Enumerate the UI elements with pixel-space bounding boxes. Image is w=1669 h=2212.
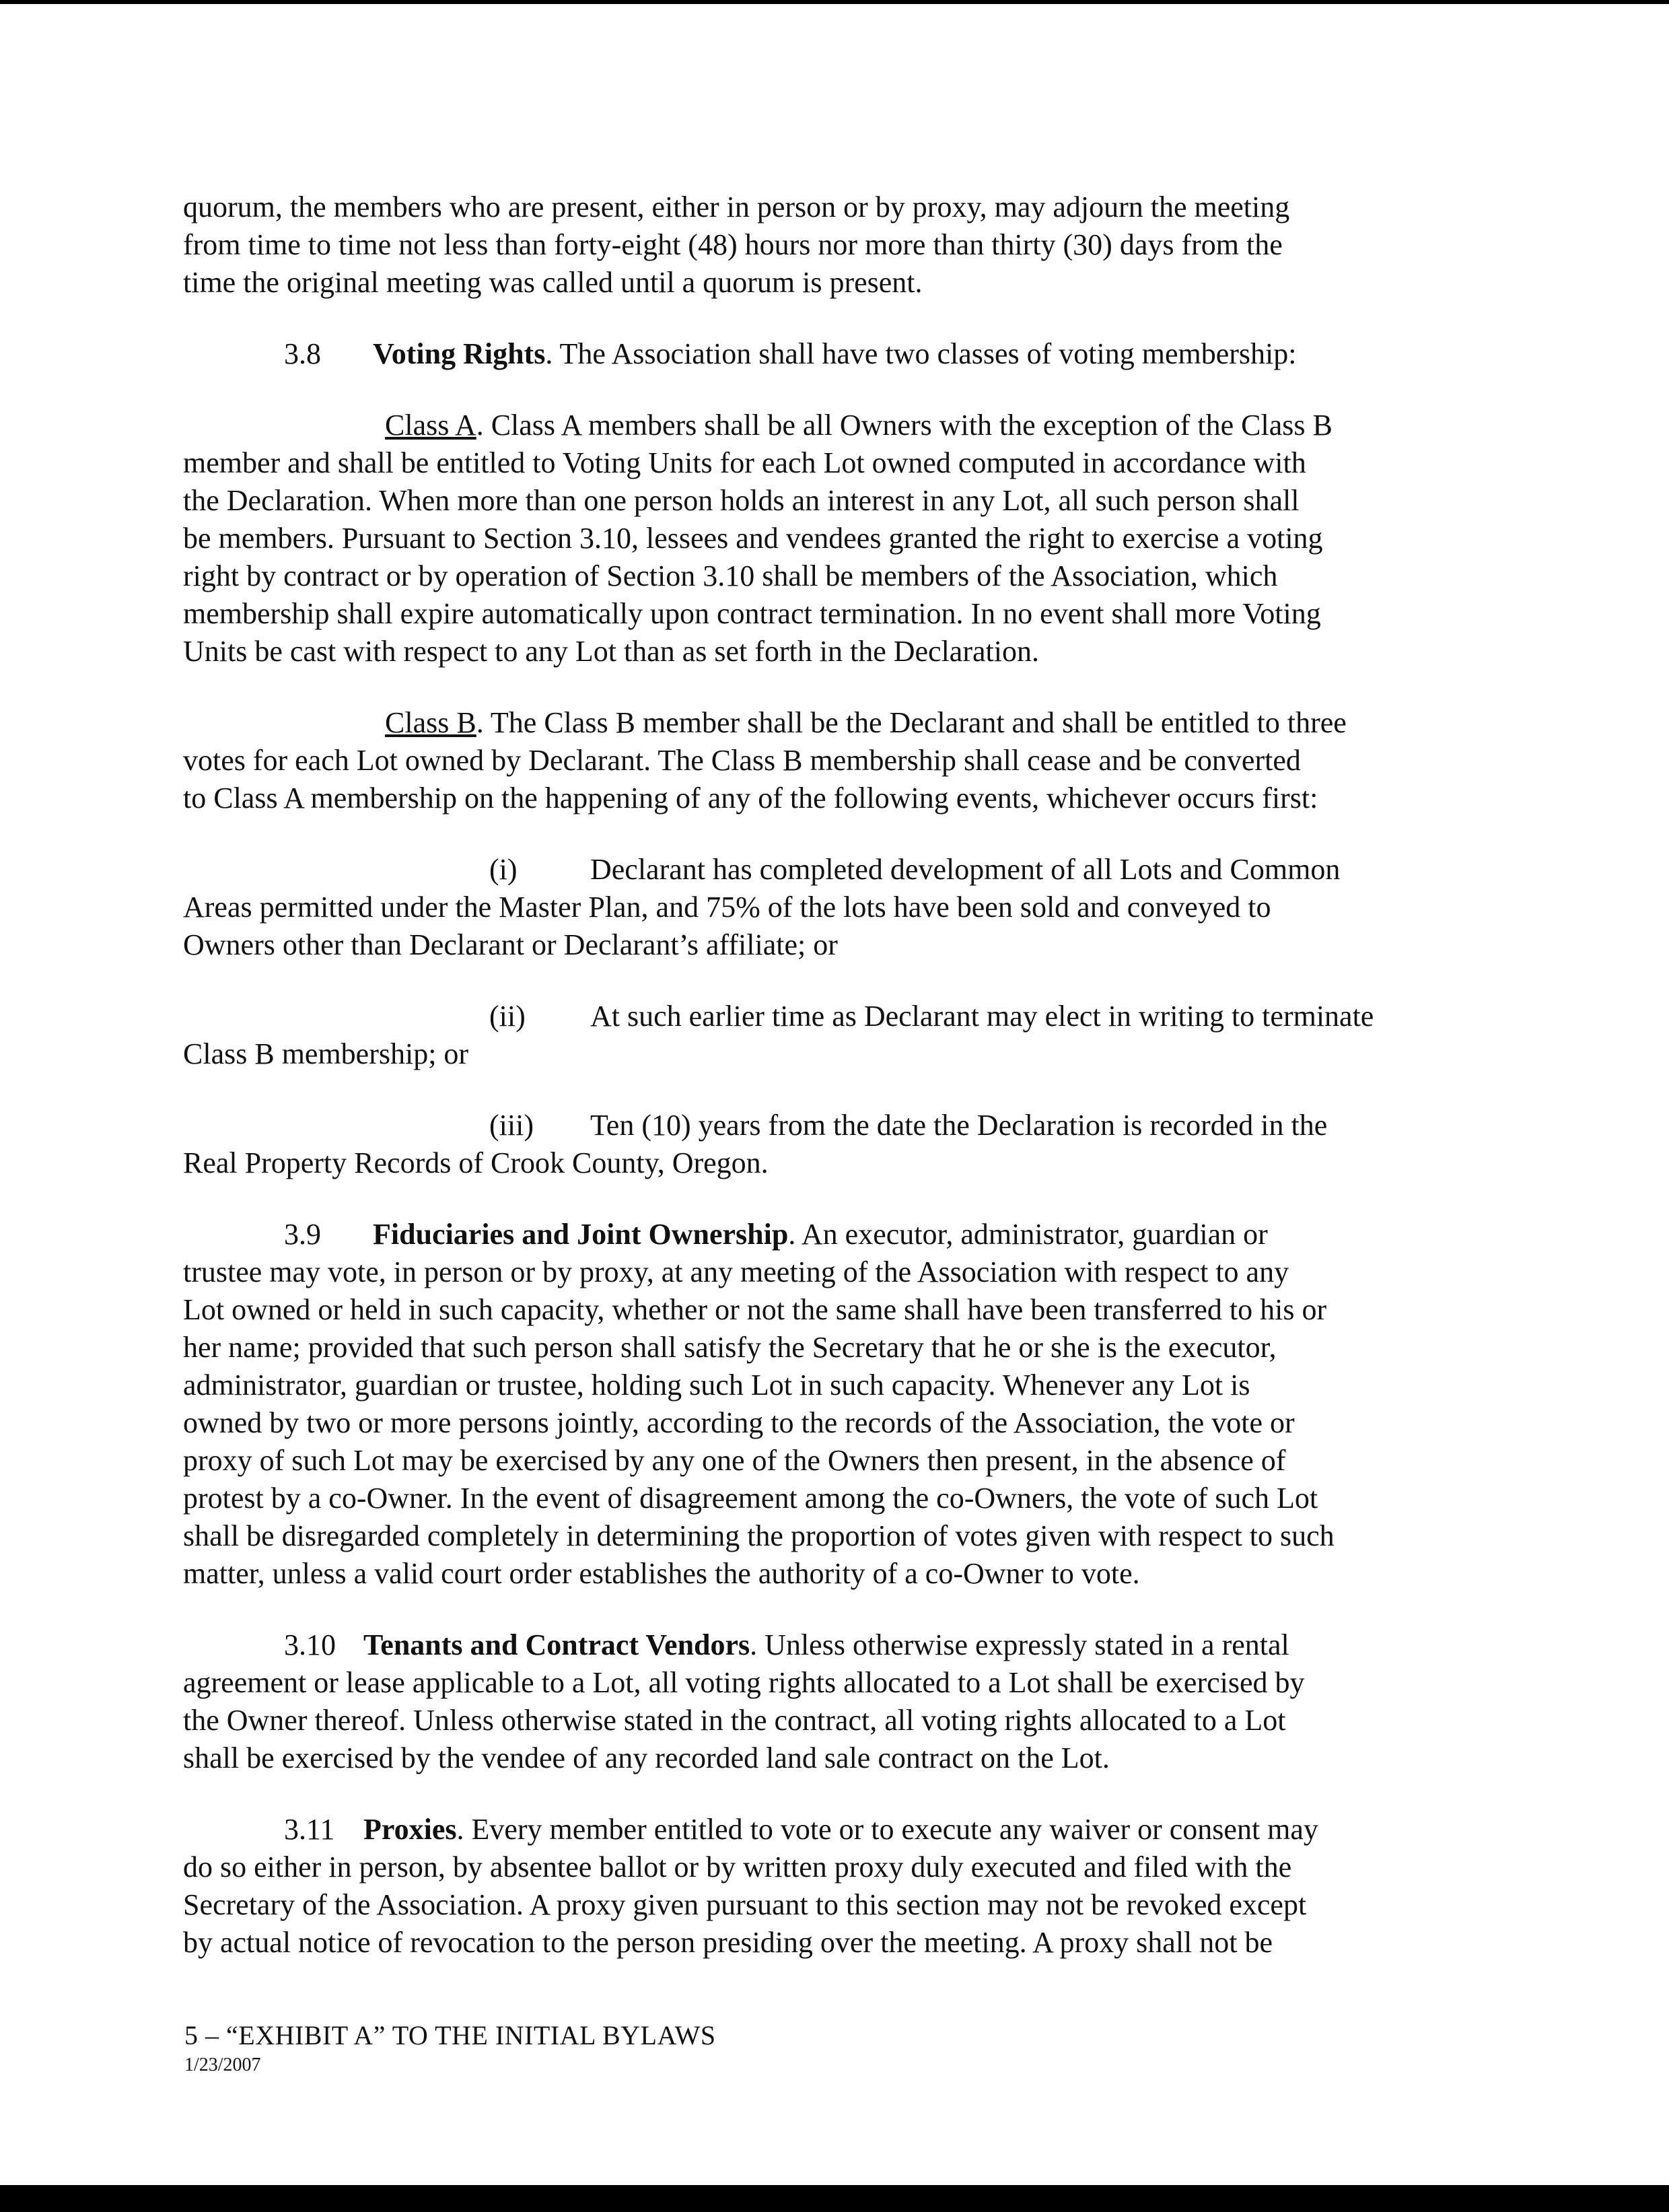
section-heading: Voting Rights [373,337,546,370]
item-first-line: Ten (10) years from the date the Declaration is recorded in the [590,1109,1328,1142]
class-a-line: Units be cast with respect to any Lot than as set forth in the Declaration. [183,635,1039,668]
section-line: Lot owned or held in such capacity, whether or not the same shall have been transferred to his or [183,1293,1327,1326]
section-first-line: . Unless otherwise expressly stated in a rental [750,1628,1289,1661]
section-line: agreement or lease applicable to a Lot, all voting rights allocated to a Lot shall be exercised by [183,1666,1305,1699]
class-a-line: right by contract or by operation of Section 3.10 shall be members of the Association, which [183,559,1278,592]
section-3-10 [183,1626,1502,1777]
footer-date: 1/23/2007 [184,2054,261,2075]
item-line: Owners other than Declarant or Declarant’s affiliate; or [183,928,838,961]
item-line: Areas permitted under the Master Plan, and 75% of the lots have been sold and conveyed to [183,891,1271,924]
list-item-iii [183,1107,1502,1182]
bottom-scan-border [0,2185,1669,2212]
section-heading: Proxies [363,1813,457,1846]
class-b-label: Class B [385,706,476,739]
section-line: matter, unless a valid court order establishes the authority of a co-Owner to vote. [183,1557,1140,1590]
intro-paragraph [183,188,1502,302]
section-line: her name; provided that such person shall satisfy the Secretary that he or she is the executor, [183,1331,1277,1364]
class-a-line: be members. Pursuant to Section 3.10, lessees and vendees granted the right to exercise a voting [183,522,1323,555]
section-line: trustee may vote, in person or by proxy, at any meeting of the Association with respect to any [183,1255,1289,1288]
section-heading: Fiduciaries and Joint Ownership [373,1218,789,1251]
item-first-line: At such earlier time as Declarant may elect in writing to terminate [590,1000,1374,1033]
section-line: administrator, guardian or trustee, holding such Lot in such capacity. Whenever any Lot is [183,1369,1250,1402]
class-b-line: votes for each Lot owned by Declarant. The Class B membership shall cease and be converted [183,744,1301,777]
intro-line: from time to time not less than forty-eight (48) hours nor more than thirty (30) days from the [183,228,1283,261]
section-heading: Tenants and Contract Vendors [363,1628,750,1661]
item-number: (iii) [489,1109,534,1142]
section-line: the Owner thereof. Unless otherwise stated in the contract, all voting rights allocated to a Lot [183,1704,1286,1737]
class-a-paragraph [183,407,1502,670]
list-item-ii [183,998,1502,1073]
intro-line: quorum, the members who are present, either in person or by proxy, may adjourn the meeting [183,191,1290,223]
section-line: proxy of such Lot may be exercised by any one of the Owners then present, in the absence of [183,1444,1286,1477]
class-a-line: member and shall be entitled to Voting Units for each Lot owned computed in accordance with [183,446,1306,479]
intro-line: time the original meeting was called until a quorum is present. [183,266,923,299]
item-first-line: Declarant has completed development of all Lots and Common [590,853,1341,886]
section-first-line: . Every member entitled to vote or to execute any waiver or consent may [456,1813,1318,1846]
section-number: 3.11 [284,1813,335,1846]
class-a-label: Class A [385,409,476,442]
section-3-8 [183,335,1502,373]
section-3-11 [183,1811,1502,1962]
top-scan-border [0,0,1669,4]
class-b-paragraph [183,704,1502,817]
section-line: Secretary of the Association. A proxy given pursuant to this section may not be revoked except [183,1888,1307,1921]
item-line: Class B membership; or [183,1037,469,1070]
section-line: shall be disregarded completely in determining the proportion of votes given with respect to such [183,1519,1335,1552]
class-a-first-line: . Class A members shall be all Owners with the exception of the Class B [476,409,1333,442]
section-line: shall be exercised by the vendee of any recorded land sale contract on the Lot. [183,1741,1110,1774]
class-a-line: the Declaration. When more than one person holds an interest in any Lot, all such person shall [183,484,1300,517]
section-line: protest by a co-Owner. In the event of disagreement among the co-Owners, the vote of such Lot [183,1482,1318,1515]
document-page [183,188,1502,1995]
section-line: do so either in person, by absentee ballot or by written proxy duly executed and filed with the [183,1851,1292,1883]
class-b-line: to Class A membership on the happening of any of the following events, whichever occurs first: [183,782,1318,815]
section-text: . The Association shall have two classes of voting membership: [545,337,1297,370]
section-line: by actual notice of revocation to the person presiding over the meeting. A proxy shall not be [183,1926,1273,1959]
section-first-line: . An executor, administrator, guardian or [788,1218,1268,1251]
section-line: owned by two or more persons jointly, according to the records of the Association, the vote or [183,1406,1295,1439]
class-a-line: membership shall expire automatically upon contract termination. In no event shall more Voting [183,597,1321,630]
item-line: Real Property Records of Crook County, Oregon. [183,1146,769,1179]
list-item-i [183,851,1502,964]
section-number: 3.9 [284,1218,321,1251]
section-number: 3.8 [284,337,321,370]
page-footer [184,2018,1127,2077]
item-number: (ii) [489,1000,526,1033]
class-b-first-line: . The Class B member shall be the Declarant and shall be entitled to three [476,706,1347,739]
item-number: (i) [489,853,518,886]
section-3-9 [183,1216,1502,1593]
footer-title: 5 – “EXHIBIT A” TO THE INITIAL BYLAWS [184,2020,716,2050]
section-number: 3.10 [284,1628,336,1661]
